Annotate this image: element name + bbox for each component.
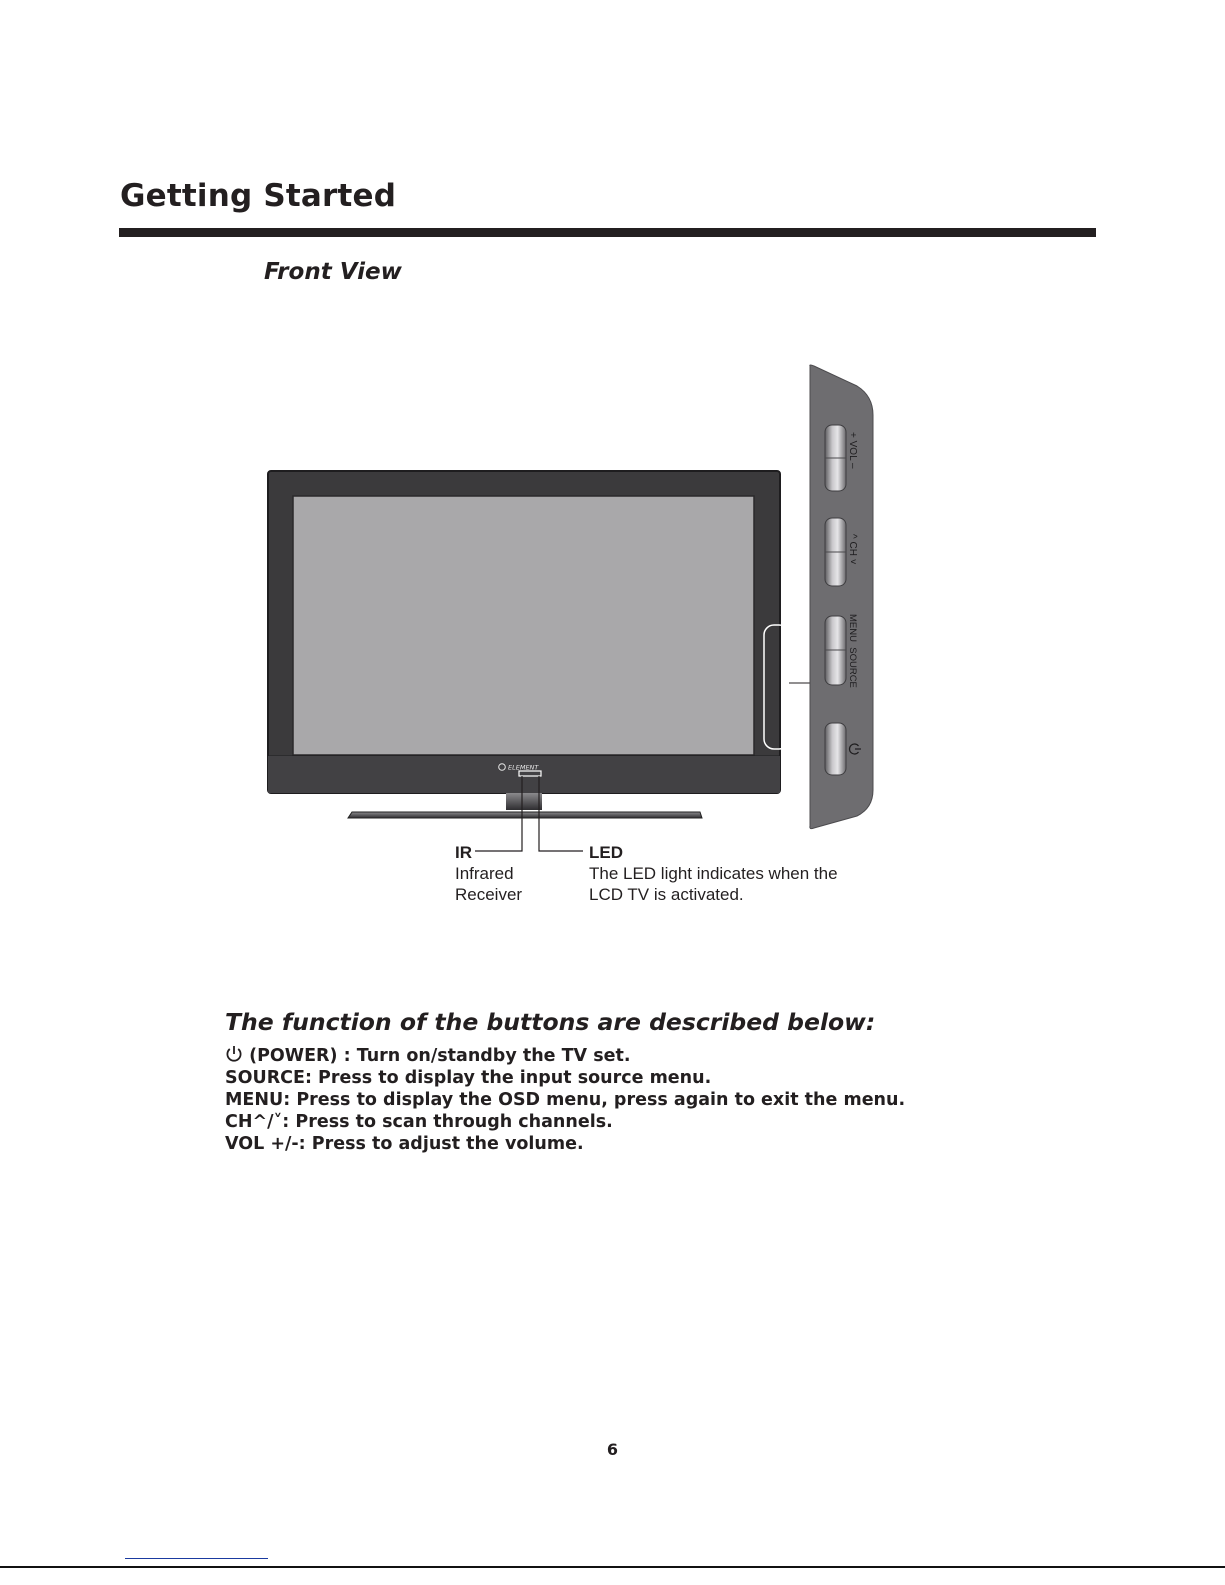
section-subheading: Front View [264, 259, 402, 285]
functions-title: The function of the buttons are described below: [225, 1008, 876, 1036]
tv-stand-base [348, 812, 702, 818]
function-item-power [225, 1045, 905, 1067]
function-text: (POWER) : Turn on/standby the TV set. [249, 1046, 631, 1066]
functions-list [225, 1045, 905, 1155]
tv-stand-neck [506, 793, 542, 810]
function-item-menu: MENU: Press to display the OSD menu, press again to exit the menu. [225, 1090, 906, 1110]
ch-button-label: ^ CH ˅ [847, 534, 858, 565]
tv-screen [293, 496, 754, 755]
led-callout-line2: LCD TV is activated. [589, 885, 744, 904]
ir-callout [455, 842, 522, 905]
page-title: Getting Started [120, 178, 397, 214]
power-button[interactable] [825, 723, 846, 775]
side-control-panel [810, 365, 873, 829]
led-callout-line1: The LED light indicates when the [589, 864, 838, 883]
led-callout [589, 842, 838, 905]
led-callout-title: LED [589, 843, 623, 862]
menu-source-label: MENU SOURCE [847, 614, 858, 688]
vol-button-label: + VOL – [847, 432, 858, 469]
function-item-ch: CH^/˅: Press to scan through channels. [225, 1112, 613, 1132]
function-item-vol: VOL +/-: Press to adjust the volume. [225, 1134, 584, 1154]
ir-callout-title: IR [455, 843, 472, 862]
tv-set [268, 471, 780, 818]
function-item-source: SOURCE: Press to display the input source menu. [225, 1068, 712, 1088]
footer-link-underline [125, 1558, 268, 1559]
tv-bottom-bar [268, 756, 780, 793]
ir-callout-line1: Infrared [455, 864, 514, 883]
page-number: 6 [606, 1440, 619, 1459]
ir-callout-line2: Receiver [455, 885, 523, 904]
power-icon [225, 1045, 243, 1063]
page-bottom-edge [0, 1566, 1225, 1568]
brand-logo-text: ELEMENT [508, 763, 539, 772]
